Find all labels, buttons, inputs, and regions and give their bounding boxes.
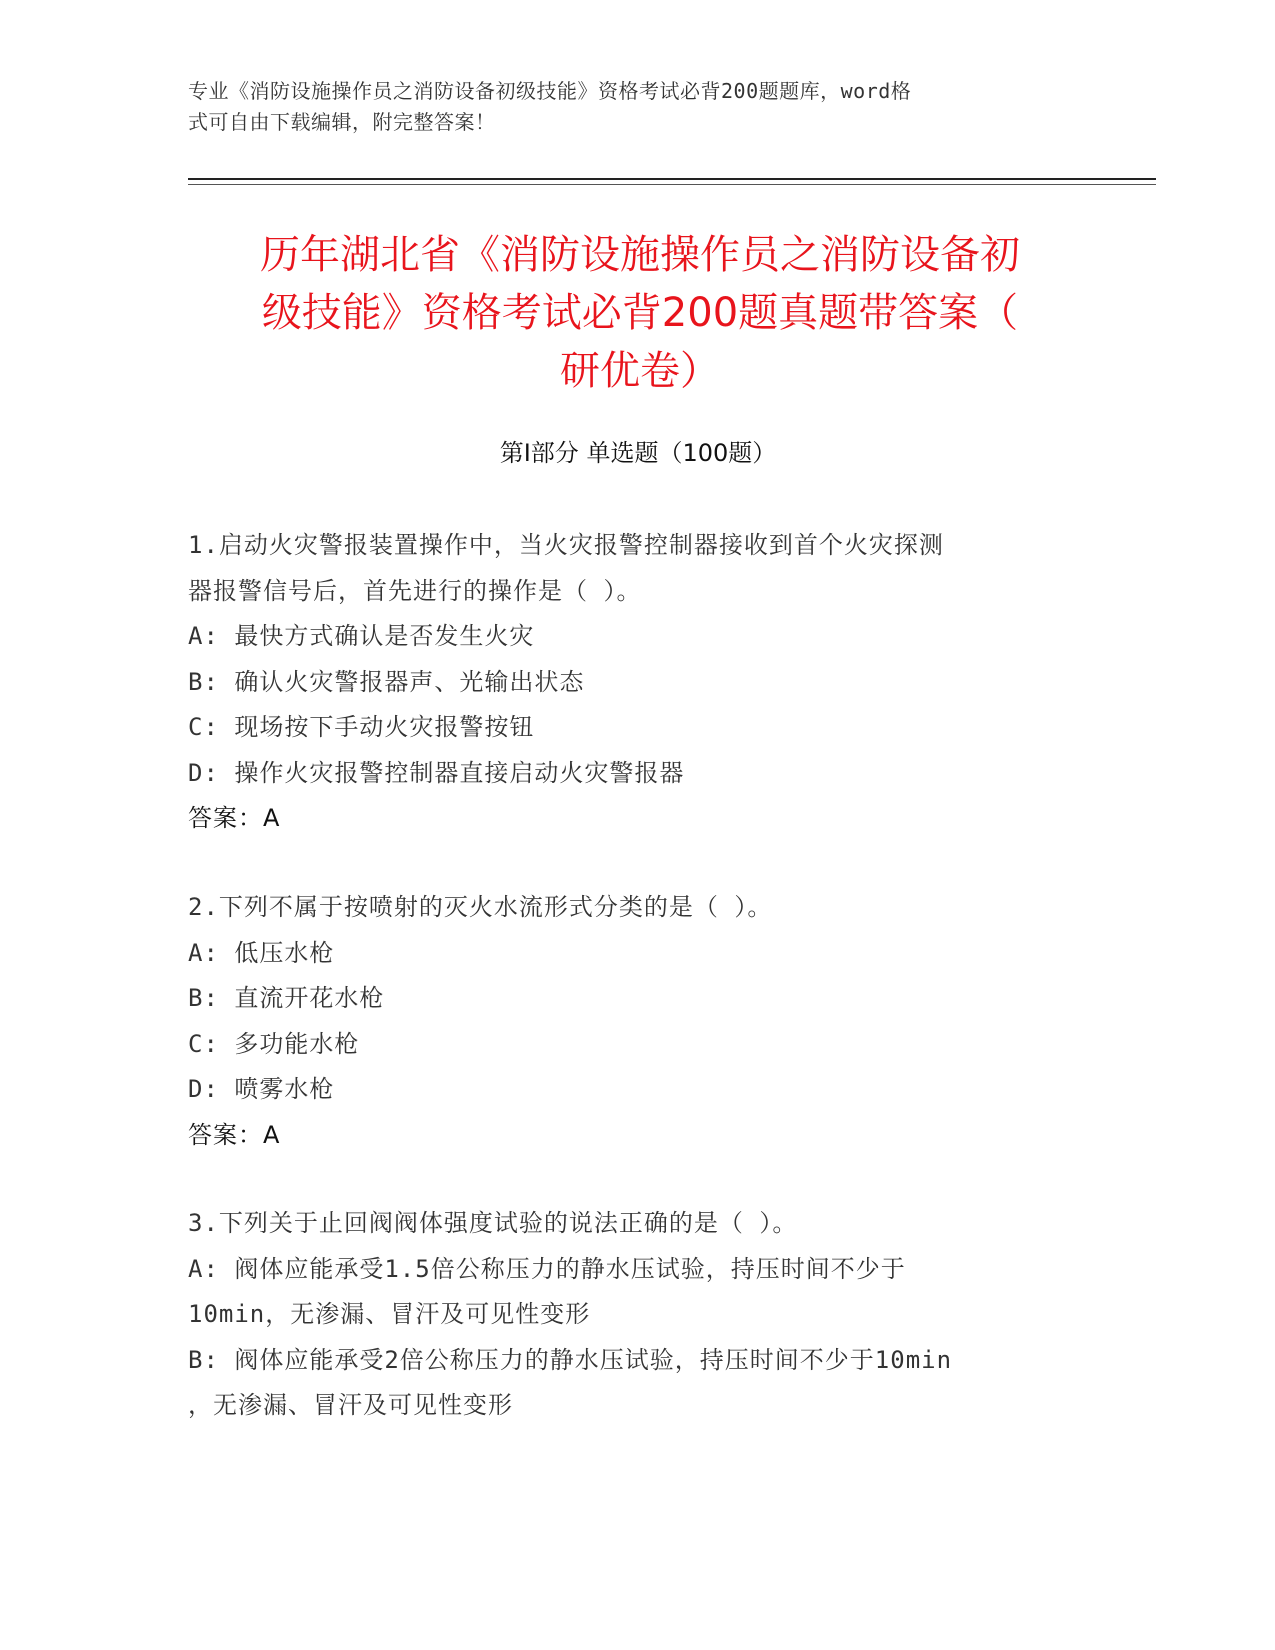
document-title — [190, 226, 1090, 400]
question-2 — [188, 885, 1068, 1158]
title-line-1: 历年湖北省《消防设施操作员之消防设备初 — [260, 232, 1020, 278]
section-heading: 第Ⅰ部分 单选题（100题） — [499, 439, 777, 467]
header-divider-thick — [188, 178, 1156, 180]
header-divider-thin — [188, 184, 1156, 185]
option-b: B: 确认火灾警报器声、光输出状态 — [188, 667, 585, 696]
question-stem-line: 3.下列关于止回阀阀体强度试验的说法正确的是（ ）。 — [188, 1209, 798, 1237]
question-1 — [188, 523, 1068, 842]
question-3 — [188, 1201, 1068, 1429]
document-header-note — [188, 76, 1068, 138]
option-a: A: 最快方式确认是否发生火灾 — [188, 622, 535, 650]
question-stem-line: 器报警信号后，首先进行的操作是（ ）。 — [188, 576, 642, 605]
title-line-2: 级技能》资格考试必背200题真题带答案（ — [261, 290, 1019, 336]
option-d: D: 喷雾水枪 — [188, 1075, 335, 1103]
option-a: A: 阀体应能承受1.5倍公称压力的静水压试验，持压时间不少于 — [188, 1254, 906, 1283]
option-a-continued: 10min，无渗漏、冒汗及可见性变形 — [188, 1300, 591, 1328]
option-b: B: 阀体应能承受2倍公称压力的静水压试验，持压时间不少于10min — [188, 1345, 953, 1374]
question-stem-line: 1.启动火灾警报装置操作中，当火灾报警控制器接收到首个火灾探测 — [188, 531, 944, 559]
option-b: B: 直流开花水枪 — [188, 984, 385, 1012]
header-note-line-2: 式可自由下载编辑，附完整答案！ — [188, 110, 496, 134]
option-a: A: 低压水枪 — [188, 938, 335, 967]
answer-label: 答案：A — [188, 804, 281, 832]
option-c: C: 多功能水枪 — [188, 1029, 360, 1058]
option-b-continued: ，无渗漏、冒汗及可见性变形 — [188, 1391, 513, 1419]
answer-label: 答案：A — [188, 1120, 281, 1149]
title-line-3: 研优卷） — [560, 348, 720, 394]
header-note-line-1: 专业《消防设施操作员之消防设备初级技能》资格考试必背200题题库，word格 — [188, 79, 912, 103]
option-d: D: 操作火灾报警控制器直接启动火灾警报器 — [188, 758, 685, 787]
question-stem-line: 2.下列不属于按喷射的灭火水流形式分类的是（ ）。 — [188, 893, 773, 921]
option-c: C: 现场按下手动火灾报警按钮 — [188, 713, 535, 741]
